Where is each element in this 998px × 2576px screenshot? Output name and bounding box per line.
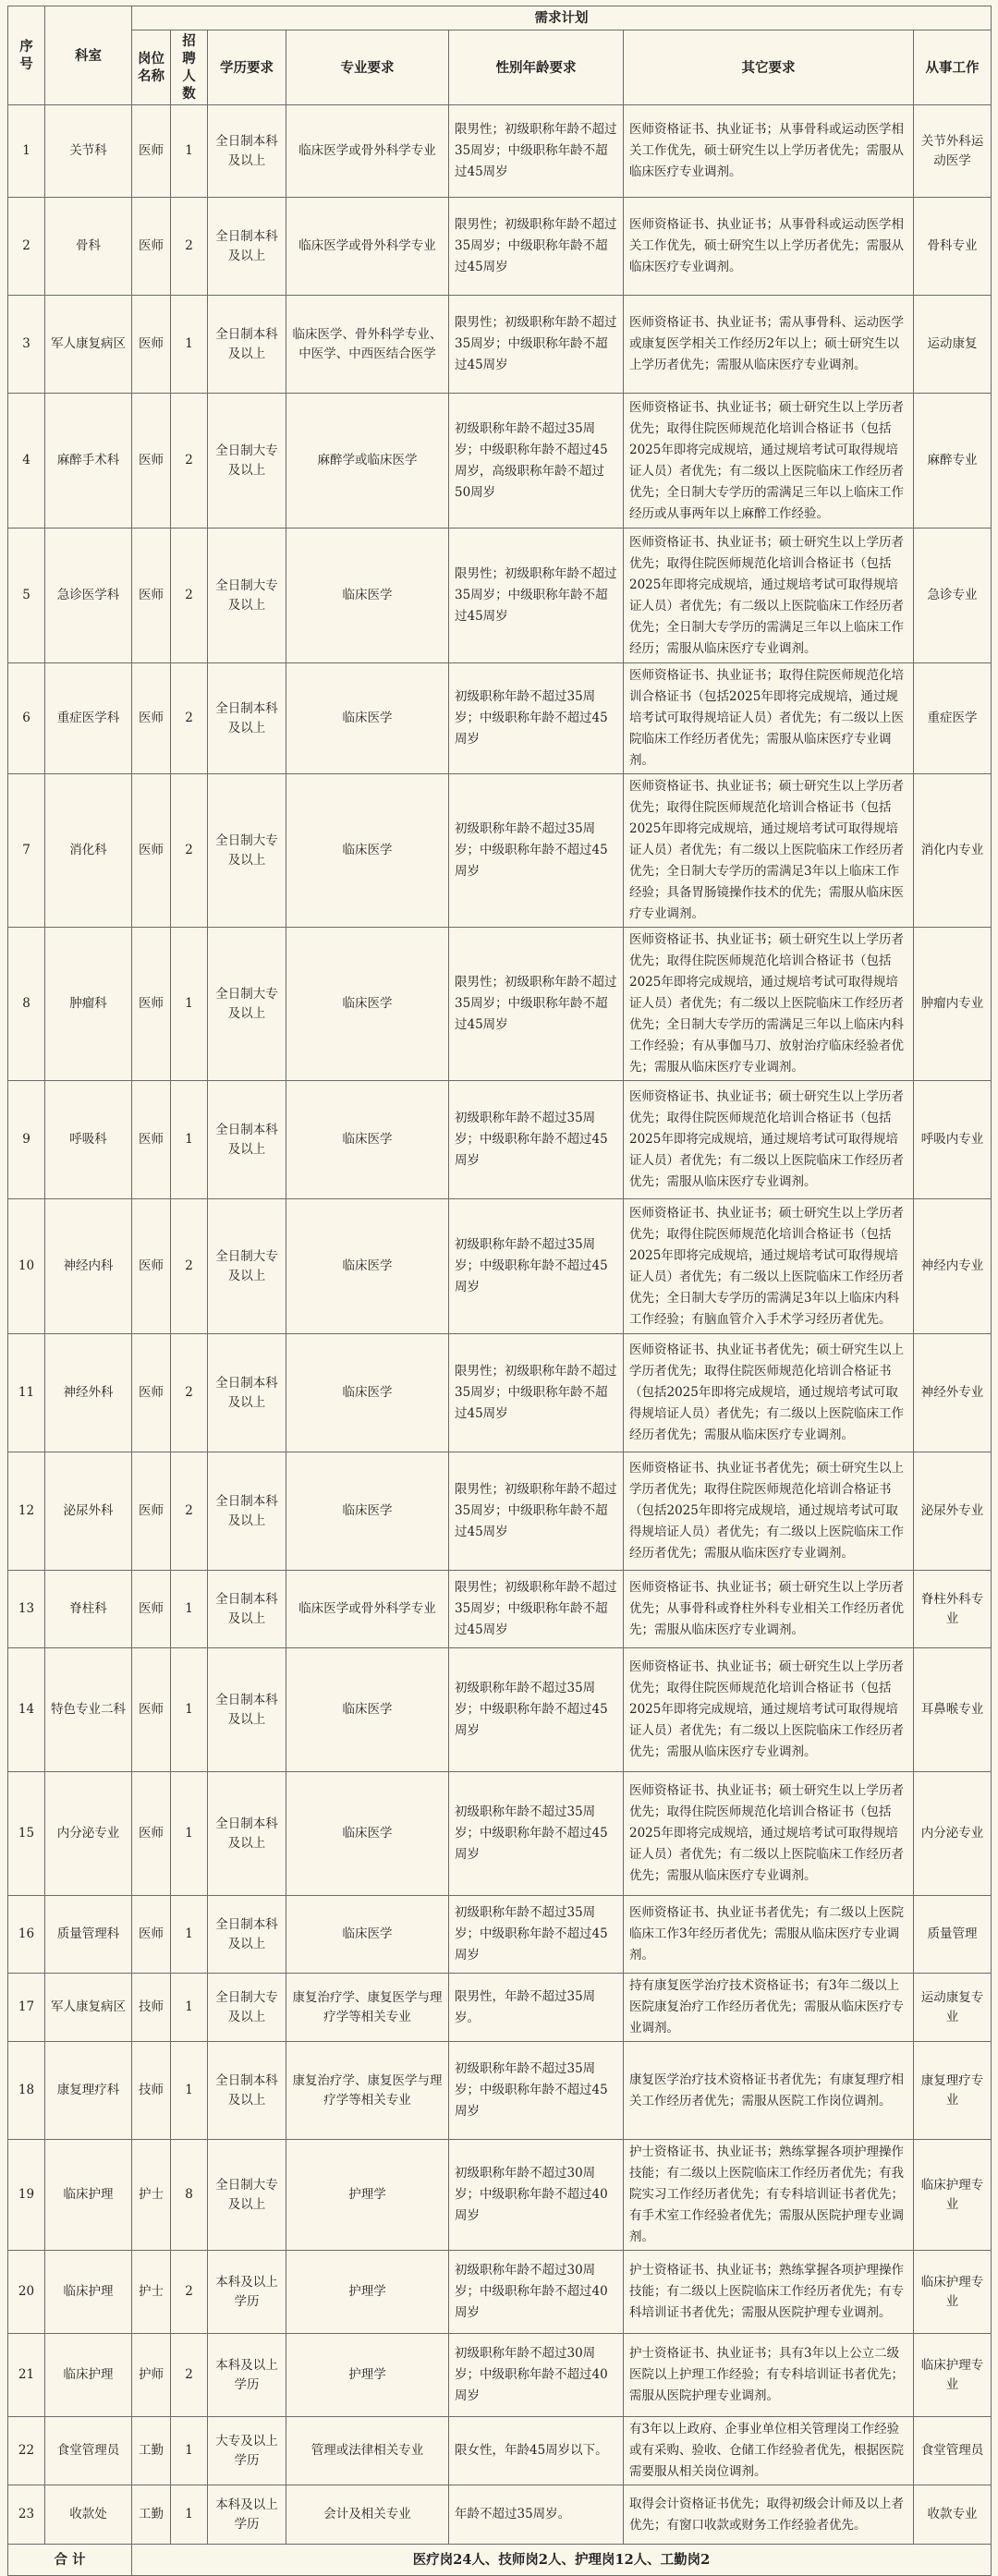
cell-post: 医师 [132,1199,171,1334]
cell-dept: 特色专业二科 [45,1648,132,1772]
cell-seq: 8 [8,928,45,1081]
cell-other: 医师资格证书、执业证书；取得住院医师规范化培训合格证书（包括2025年即将完成规培，通过规培考试可取得规培证人员）者优先；有二级以上医院临床工作经历者优先；需服从临床医疗专业调剂。 [624,663,914,774]
cell-seq: 18 [8,2042,45,2140]
cell-age: 初级职称年龄不超过35周岁；中级职称年龄不超过45周岁 [449,2042,624,2140]
cell-age: 初级职称年龄不超过35周岁；中级职称年龄不超过45周岁 [449,1199,624,1334]
cell-post: 医师 [132,394,171,529]
cell-work: 临床护理专业 [914,2251,992,2334]
cell-other: 医师资格证书、执业证书；从事骨科或运动医学相关工作优先，硕士研究生以上学历者优先；需服从临床医疗专业调剂。 [624,105,914,198]
cell-other: 康复医学治疗技术资格证书者优先；有康复理疗相关工作经历者优先；需服从医院工作岗位调剂。 [624,2042,914,2140]
table-body [8,105,992,2545]
cell-major: 康复治疗学、康复医学与理疗学等相关专业 [286,2042,449,2140]
cell-seq: 12 [8,1452,45,1571]
total-label: 合 计 [8,2545,132,2576]
cell-seq: 5 [8,529,45,663]
cell-edu: 全日制本科及以上 [208,1772,286,1896]
cell-dept: 神经内科 [45,1199,132,1334]
table-row [8,1648,992,1772]
cell-post: 医师 [132,1896,171,1974]
cell-edu: 全日制本科及以上 [208,663,286,774]
cell-major: 康复治疗学、康复医学与理疗学等相关专业 [286,1974,449,2042]
cell-dept: 麻醉手术科 [45,394,132,529]
cell-major: 临床医学或骨外科学专业 [286,105,449,198]
cell-dept: 质量管理科 [45,1896,132,1974]
cell-edu: 全日制本科及以上 [208,2042,286,2140]
cell-num: 1 [171,928,208,1081]
cell-other: 护士资格证书、执业证书；熟练掌握各项护理操作技能；有二级以上医院临床工作经历者优先；有我院实习工作经历者优先；有专科培训证书者优先；有手术室工作经验者优先；需服从医院护理专业调剂。 [624,2140,914,2251]
cell-post: 医师 [132,198,171,296]
cell-work: 运动康复 [914,296,992,394]
cell-dept: 食堂管理员 [45,2417,132,2485]
cell-post: 技师 [132,2042,171,2140]
cell-seq: 4 [8,394,45,529]
cell-major: 管理或法律相关专业 [286,2417,449,2485]
cell-dept: 泌尿外科 [45,1452,132,1571]
cell-seq: 15 [8,1772,45,1896]
cell-major: 临床医学 [286,1896,449,1974]
cell-dept: 呼吸科 [45,1081,132,1199]
cell-work: 内分泌专业 [914,1772,992,1896]
cell-dept: 肿瘤科 [45,928,132,1081]
header-other: 其它要求 [624,30,914,105]
table-row [8,1199,992,1334]
cell-post: 医师 [132,1081,171,1199]
cell-major: 临床医学、骨外科学专业、中医学、中西医结合医学 [286,296,449,394]
cell-post: 医师 [132,529,171,663]
cell-seq: 7 [8,774,45,928]
cell-other: 医师资格证书、执业证书；硕士研究生以上学历者优先；取得住院医师规范化培训合格证书（包括2025年即将完成规培，通过规培考试可取得规培证人员）者优先；有二级以上医院临床工作经历者优先；需服从临床医疗专业调剂。 [624,1772,914,1896]
cell-major: 护理学 [286,2140,449,2251]
cell-dept: 临床护理 [45,2334,132,2417]
cell-edu: 全日制本科及以上 [208,1334,286,1452]
cell-age: 限男性，年龄不超过35周岁。 [449,1974,624,2042]
cell-age: 年龄不超过35周岁。 [449,2485,624,2545]
cell-edu: 全日制本科及以上 [208,105,286,198]
cell-major: 麻醉学或临床医学 [286,394,449,529]
cell-age: 限男性；初级职称年龄不超过35周岁；中级职称年龄不超过45周岁 [449,198,624,296]
cell-edu: 全日制本科及以上 [208,1452,286,1571]
cell-work: 泌尿外专业 [914,1452,992,1571]
cell-edu: 全日制本科及以上 [208,198,286,296]
table-row [8,663,992,774]
cell-num: 1 [171,1081,208,1199]
cell-post: 医师 [132,774,171,928]
cell-seq: 23 [8,2485,45,2545]
cell-num: 1 [171,1896,208,1974]
cell-num: 2 [171,663,208,774]
cell-post: 护士 [132,2140,171,2251]
cell-seq: 11 [8,1334,45,1452]
cell-edu: 本科及以上学历 [208,2251,286,2334]
cell-num: 1 [171,1974,208,2042]
cell-work: 临床护理专业 [914,2334,992,2417]
cell-seq: 3 [8,296,45,394]
cell-age: 限男性；初级职称年龄不超过35周岁；中级职称年龄不超过45周岁 [449,1452,624,1571]
cell-edu: 大专及以上学历 [208,2417,286,2485]
cell-major: 临床医学 [286,1648,449,1772]
cell-other: 医师资格证书、执业证书；硕士研究生以上学历者优先；取得住院医师规范化培训合格证书（包括2025年即将完成规培，通过规培考试可取得规培证人员）者优先；有二级以上医院临床工作经历者优先；全日制大专学历的需满足3年以上临床工作经验；具备胃肠镜操作技术的优先；需服从临床医疗专业调剂。 [624,774,914,928]
cell-major: 临床医学 [286,1772,449,1896]
header-dept: 科室 [45,6,132,105]
cell-post: 医师 [132,296,171,394]
cell-work: 重症医学 [914,663,992,774]
cell-num: 2 [171,1199,208,1334]
cell-major: 会计及相关专业 [286,2485,449,2545]
cell-num: 2 [171,774,208,928]
recruitment-table [7,6,992,2576]
cell-other: 医师资格证书、执业证书者优先；硕士研究生以上学历者优先；取得住院医师规范化培训合格证书（包括2025年即将完成规培，通过规培考试可取得规培证人员）者优先；有二级以上医院临床工作经历者优先；需服从临床医疗专业调剂。 [624,1334,914,1452]
cell-seq: 1 [8,105,45,198]
header-plan: 需求计划 [132,6,992,30]
cell-post: 技师 [132,1974,171,2042]
cell-num: 1 [171,1571,208,1648]
cell-edu: 全日制大专及以上 [208,928,286,1081]
cell-post: 工勤 [132,2485,171,2545]
cell-edu: 全日制大专及以上 [208,1974,286,2042]
table-row [8,2140,992,2251]
header-age: 性别年龄要求 [449,30,624,105]
table-row [8,529,992,663]
cell-seq: 13 [8,1571,45,1648]
cell-seq: 6 [8,663,45,774]
cell-other: 医师资格证书、执业证书；硕士研究生以上学历者优先；取得住院医师规范化培训合格证书（包括2025年即将完成规培，通过规培考试可取得规培证人员）者优先；有二级以上医院临床工作经历者优先；全日制大专学历的需满足三年以上临床内科工作经验；有从事伽马刀、放射治疗临床经验者优先；需服从临床医疗专业调剂。 [624,928,914,1081]
cell-edu: 全日制大专及以上 [208,774,286,928]
cell-age: 初级职称年龄不超过30周岁；中级职称年龄不超过40周岁 [449,2334,624,2417]
cell-seq: 19 [8,2140,45,2251]
cell-num: 8 [171,2140,208,2251]
cell-dept: 收款处 [45,2485,132,2545]
cell-age: 限男性；初级职称年龄不超过35周岁；中级职称年龄不超过45周岁 [449,296,624,394]
cell-seq: 14 [8,1648,45,1772]
cell-seq: 21 [8,2334,45,2417]
cell-age: 限男性；初级职称年龄不超过35周岁；中级职称年龄不超过45周岁 [449,1334,624,1452]
cell-major: 临床医学 [286,1334,449,1452]
cell-seq: 20 [8,2251,45,2334]
table-row [8,1571,992,1648]
cell-work: 呼吸内专业 [914,1081,992,1199]
cell-other: 医师资格证书、执业证书者优先；有二级以上医院临床工作3年经历者优先；需服从临床医疗专业调剂。 [624,1896,914,1974]
cell-major: 护理学 [286,2334,449,2417]
cell-num: 1 [171,2417,208,2485]
cell-work: 肿瘤内专业 [914,928,992,1081]
table-row [8,1334,992,1452]
table-row [8,774,992,928]
cell-work: 质量管理 [914,1896,992,1974]
table-row [8,2417,992,2485]
cell-edu: 本科及以上学历 [208,2485,286,2545]
table-row [8,1772,992,1896]
cell-post: 护士 [132,2251,171,2334]
cell-work: 关节外科运动医学 [914,105,992,198]
header-work: 从事工作 [914,30,992,105]
cell-dept: 临床护理 [45,2251,132,2334]
cell-dept: 脊柱科 [45,1571,132,1648]
cell-work: 收款专业 [914,2485,992,2545]
cell-other: 医师资格证书、执业证书者优先；硕士研究生以上学历者优先；取得住院医师规范化培训合格证书（包括2025年即将完成规培，通过规培考试可取得规培证人员）者优先；有二级以上医院临床工作经历者优先；需服从临床医疗专业调剂。 [624,1452,914,1571]
cell-post: 医师 [132,1648,171,1772]
total-row [8,2545,992,2576]
table-row [8,2334,992,2417]
cell-major: 临床医学或骨外科学专业 [286,1571,449,1648]
cell-other: 医师资格证书、执业证书；硕士研究生以上学历者优先；取得住院医师规范化培训合格证书（包括2025年即将完成规培，通过规培考试可取得规培证人员）者优先；有二级以上医院临床工作经历者优先；全日制大专学历的需满足3年以上临床内科工作经验；有脑血管介入手术学习经历者优先。 [624,1199,914,1334]
cell-age: 初级职称年龄不超过35周岁；中级职称年龄不超过45周岁 [449,1081,624,1199]
cell-other: 持有康复医学治疗技术资格证书；有3年二级以上医院康复治疗工作经历者优先；需服从临床医疗专业调剂。 [624,1974,914,2042]
cell-major: 临床医学 [286,1452,449,1571]
cell-other: 医师资格证书、执业证书；硕士研究生以上学历者优先；取得住院医师规范化培训合格证书（包括2025年即将完成规培，通过规培考试可取得规培证人员）者优先；有二级以上医院临床工作经历者优先；需服从临床医疗专业调剂。 [624,1648,914,1772]
header-edu: 学历要求 [208,30,286,105]
table-row [8,2485,992,2545]
table-row [8,1081,992,1199]
cell-dept: 重症医学科 [45,663,132,774]
cell-other: 护士资格证书、执业证书；具有3年以上公立二级医院以上护理工作经验；有专科培训证书者优先；需服从医院护理专业调剂。 [624,2334,914,2417]
cell-post: 医师 [132,105,171,198]
cell-other: 医师资格证书、执业证书；硕士研究生以上学历者优先；取得住院医师规范化培训合格证书（包括2025年即将完成规培，通过规培考试可取得规培证人员）者优先；有二级以上医院临床工作经历者优先；全日制大专学历的需满足三年以上临床工作经历或从事两年以上麻醉工作经验。 [624,394,914,529]
cell-work: 神经内专业 [914,1199,992,1334]
cell-other: 取得会计资格证书优先；取得初级会计师及以上者优先；有窗口收款或财务工作经验者优先。 [624,2485,914,2545]
table-row [8,2251,992,2334]
cell-dept: 神经外科 [45,1334,132,1452]
cell-work: 消化内专业 [914,774,992,928]
cell-dept: 急诊医学科 [45,529,132,663]
cell-seq: 16 [8,1896,45,1974]
header-seq: 序号 [8,6,45,105]
cell-work: 脊柱外科专业 [914,1571,992,1648]
cell-other: 医师资格证书、执业证书；从事骨科或运动医学相关工作优先，硕士研究生以上学历者优先；需服从临床医疗专业调剂。 [624,198,914,296]
table-row [8,1896,992,1974]
cell-work: 运动康复专业 [914,1974,992,2042]
table-row [8,198,992,296]
cell-edu: 全日制大专及以上 [208,2140,286,2251]
cell-major: 临床医学 [286,1081,449,1199]
cell-other: 护士资格证书、执业证书；熟练掌握各项护理操作技能；有二级以上医院临床工作经历者优先；有专科培训证书者优先；需服从医院护理专业调剂。 [624,2251,914,2334]
table-row [8,1974,992,2042]
cell-num: 2 [171,1334,208,1452]
cell-edu: 全日制本科及以上 [208,1571,286,1648]
cell-work: 临床护理专业 [914,2140,992,2251]
cell-work: 康复理疗专业 [914,2042,992,2140]
cell-num: 2 [171,198,208,296]
cell-work: 神经外专业 [914,1334,992,1452]
cell-dept: 内分泌专业 [45,1772,132,1896]
cell-other: 医师资格证书、执业证书；硕士研究生以上学历者优先；取得住院医师规范化培训合格证书（包括2025年即将完成规培，通过规培考试可取得规培证人员）者优先；有二级以上医院临床工作经历者优先；需服从临床医疗专业调剂。 [624,1081,914,1199]
cell-age: 限男性；初级职称年龄不超过35周岁；中级职称年龄不超过45周岁 [449,105,624,198]
cell-seq: 22 [8,2417,45,2485]
cell-num: 1 [171,296,208,394]
cell-major: 临床医学 [286,663,449,774]
cell-edu: 全日制本科及以上 [208,1648,286,1772]
cell-dept: 骨科 [45,198,132,296]
cell-age: 限女性，年龄45周岁以下。 [449,2417,624,2485]
cell-num: 2 [171,2251,208,2334]
cell-edu: 全日制本科及以上 [208,1081,286,1199]
cell-age: 初级职称年龄不超过35周岁；中级职称年龄不超过45周岁，高级职称年龄不超过50周岁 [449,394,624,529]
cell-num: 1 [171,1772,208,1896]
cell-age: 限男性；初级职称年龄不超过35周岁；中级职称年龄不超过45周岁 [449,1571,624,1648]
cell-age: 初级职称年龄不超过35周岁；中级职称年龄不超过45周岁 [449,1772,624,1896]
cell-dept: 康复理疗科 [45,2042,132,2140]
cell-major: 临床医学或骨外科学专业 [286,198,449,296]
total-summary: 医疗岗24人、技师岗2人、护理岗12人、工勤岗2 [132,2545,992,2576]
cell-work: 麻醉专业 [914,394,992,529]
cell-work: 急诊专业 [914,529,992,663]
cell-post: 医师 [132,1571,171,1648]
cell-work: 耳鼻喉专业 [914,1648,992,1772]
cell-major: 临床医学 [286,529,449,663]
cell-other: 医师资格证书、执业证书；需从事骨科、运动医学或康复医学相关工作经历2年以上；硕士研究生以上学历者优先；需服从临床医疗专业调剂。 [624,296,914,394]
cell-major: 护理学 [286,2251,449,2334]
cell-dept: 消化科 [45,774,132,928]
cell-post: 医师 [132,663,171,774]
cell-major: 临床医学 [286,928,449,1081]
cell-edu: 全日制大专及以上 [208,529,286,663]
cell-num: 1 [171,105,208,198]
cell-post: 医师 [132,1334,171,1452]
table-row [8,296,992,394]
header-num: 招聘人数 [171,30,208,105]
cell-post: 护师 [132,2334,171,2417]
cell-age: 初级职称年龄不超过35周岁；中级职称年龄不超过45周岁 [449,774,624,928]
cell-major: 临床医学 [286,1199,449,1334]
cell-seq: 17 [8,1974,45,2042]
table-row [8,105,992,198]
cell-age: 初级职称年龄不超过30周岁；中级职称年龄不超过40周岁 [449,2251,624,2334]
cell-num: 2 [171,394,208,529]
cell-seq: 2 [8,198,45,296]
cell-dept: 临床护理 [45,2140,132,2251]
cell-dept: 关节科 [45,105,132,198]
cell-age: 初级职称年龄不超过30周岁；中级职称年龄不超过40周岁 [449,2140,624,2251]
table-row [8,928,992,1081]
header-post: 岗位名称 [132,30,171,105]
cell-edu: 全日制大专及以上 [208,1199,286,1334]
cell-post: 医师 [132,1772,171,1896]
cell-edu: 本科及以上学历 [208,2334,286,2417]
cell-work: 食堂管理员 [914,2417,992,2485]
cell-dept: 军人康复病区 [45,296,132,394]
cell-age: 初级职称年龄不超过35周岁；中级职称年龄不超过45周岁 [449,1648,624,1772]
cell-seq: 9 [8,1081,45,1199]
cell-num: 1 [171,2485,208,2545]
cell-edu: 全日制大专及以上 [208,394,286,529]
cell-age: 限男性；初级职称年龄不超过35周岁；中级职称年龄不超过45周岁 [449,529,624,663]
cell-num: 1 [171,1648,208,1772]
cell-other: 医师资格证书、执业证书；硕士研究生以上学历者优先；取得住院医师规范化培训合格证书（包括2025年即将完成规培，通过规培考试可取得规培证人员）者优先；有二级以上医院临床工作经历者优先；全日制大专学历的需满足三年以上临床工作经历；需服从临床医疗专业调剂。 [624,529,914,663]
cell-age: 初级职称年龄不超过35周岁；中级职称年龄不超过45周岁 [449,663,624,774]
cell-edu: 全日制本科及以上 [208,296,286,394]
header-row-top [8,6,992,30]
header-row-bottom [8,30,992,105]
cell-num: 1 [171,2042,208,2140]
cell-other: 医师资格证书、执业证书；硕士研究生以上学历者优先；从事骨科或脊柱外科专业相关工作经历者优先；需服从临床医疗专业调剂。 [624,1571,914,1648]
header-major: 专业要求 [286,30,449,105]
cell-edu: 全日制本科及以上 [208,1896,286,1974]
table-row [8,1452,992,1571]
cell-num: 2 [171,1452,208,1571]
cell-dept: 军人康复病区 [45,1974,132,2042]
cell-seq: 10 [8,1199,45,1334]
cell-age: 限男性；初级职称年龄不超过35周岁；中级职称年龄不超过45周岁 [449,928,624,1081]
cell-num: 2 [171,2334,208,2417]
cell-other: 有3年以上政府、企事业单位相关管理岗工作经验或有采购、验收、仓储工作经验者优先，根据医院需要服从相关岗位调剂。 [624,2417,914,2485]
cell-num: 2 [171,529,208,663]
cell-major: 临床医学 [286,774,449,928]
cell-work: 骨科专业 [914,198,992,296]
cell-post: 医师 [132,1452,171,1571]
cell-post: 工勤 [132,2417,171,2485]
table-row [8,394,992,529]
table-row [8,2042,992,2140]
cell-post: 医师 [132,928,171,1081]
cell-age: 初级职称年龄不超过35周岁；中级职称年龄不超过45周岁 [449,1896,624,1974]
